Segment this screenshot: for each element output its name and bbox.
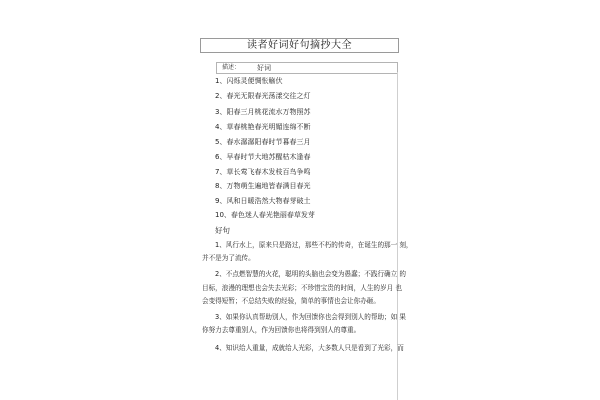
list-item: 1、闪烁灵便惆怅觞伏 (215, 77, 283, 85)
paragraph-line: 1、风行水上，原来只是路过，那些不朽的传奇，在诞生的那一 刻， (215, 241, 413, 249)
paragraph-line: 会变得短暂；不总结失败的经验，简单的事情也会让你办砸。 (202, 297, 381, 305)
list-item: 7、草长莺飞春木发枝百鸟争鸣 (215, 168, 311, 176)
list-item: 9、风和日暖浩然大物春芽破土 (215, 197, 311, 205)
good-sentences-heading: 好句 (215, 226, 230, 235)
paragraph-line: 4、知识给人重量，成就给人光彩，大多数人只是看到了光彩，而 (215, 344, 404, 352)
list-item: 6、早春时节大地苏醒枯木逢春 (215, 153, 311, 161)
document-title: 读者好词好句摘抄大全 (200, 38, 399, 53)
list-item: 8、万物萌生遍地皆春满目春光 (215, 182, 311, 190)
description-label: 描述： (222, 64, 241, 71)
list-item: 3、阳春三月桃花流水万物照苏 (215, 108, 311, 116)
description-value: 好词 (257, 64, 271, 72)
paragraph-line: 你努力去尊重别人，作为回馈你也将得到别人的尊重。 (202, 326, 361, 334)
paragraph-line: 3、如果你认真帮助别人，作为回馈你也会得到别人的帮助；如 果 (215, 313, 406, 321)
list-item: 10、春色迷人春光艳丽春草发芽 (215, 211, 315, 219)
list-item: 4、草春桃艳春光明媚连绵不断 (215, 123, 311, 131)
paragraph-line: 并不是为了流传。 (202, 254, 255, 262)
list-item: 2、春光无限春光荡漾交往之灯 (215, 92, 311, 100)
paragraph-line: 2、不点燃智慧的火花，聪明的头脑也会变为愚蠢；不践行确立 的 (215, 270, 406, 278)
list-item: 5、春水潺潺阳春时节暮春三月 (215, 138, 311, 146)
paragraph-line: 目标，浪漫的理想也会失去光彩；不珍惜宝贵的时间，人生的岁月 也 (202, 284, 402, 292)
description-box (216, 62, 398, 74)
